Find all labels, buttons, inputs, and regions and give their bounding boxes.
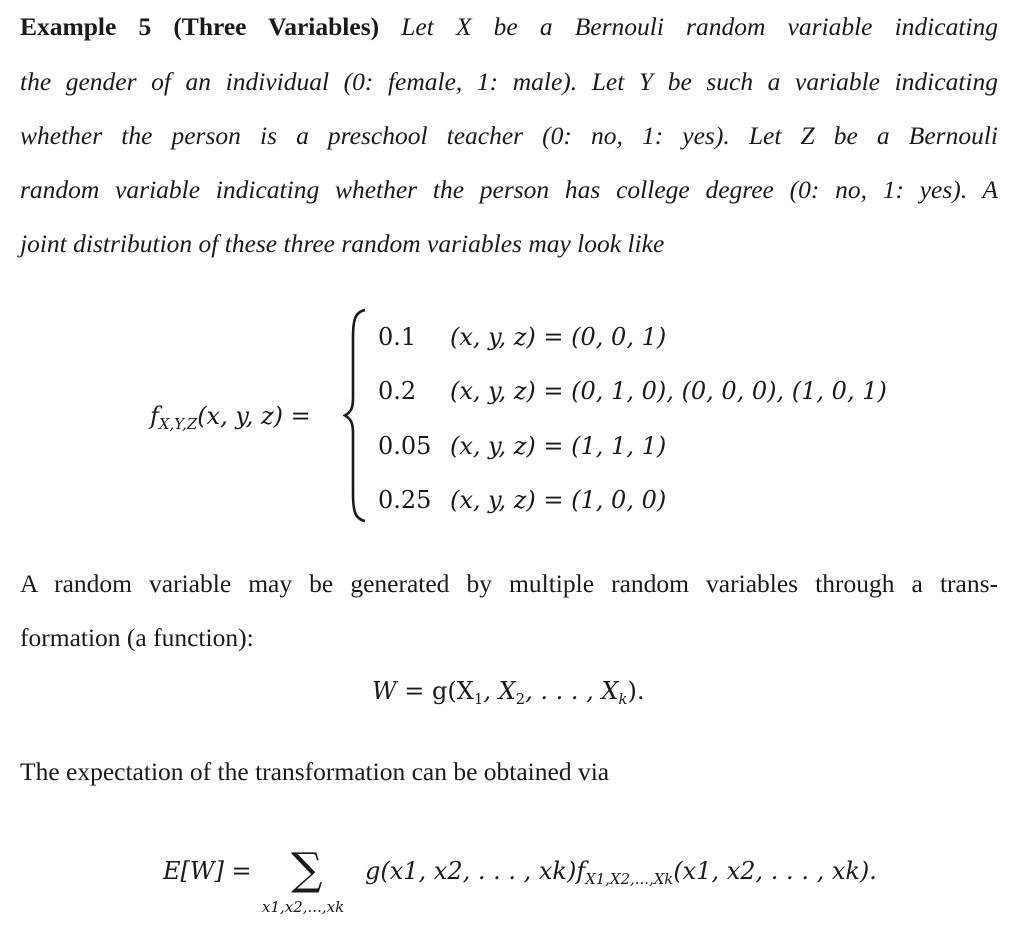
eq-w: W: [372, 677, 397, 705]
eq-sub-1: 1: [473, 690, 484, 709]
case-value-1: 0.1: [378, 323, 417, 351]
case-value-2: 0.2: [378, 377, 417, 405]
example-line-4: random variable indicating whether the person has college degree (0: no, 1: yes). A: [20, 175, 998, 204]
case-condition-3: (x, y, z) = (1, 1, 1): [450, 432, 667, 460]
f-term: f: [576, 857, 586, 885]
transformation-equation: [372, 677, 645, 709]
pmf-f-symbol: f: [150, 402, 159, 430]
transformation-line-2: formation (a function):: [20, 623, 254, 652]
example-line-5: joint distribution of these three random variables may look like: [20, 229, 665, 258]
eq-sub-k: k: [618, 690, 628, 709]
f-subscript: X1,X2,...,Xk: [585, 870, 674, 889]
eq-sub-2: 2: [515, 690, 526, 709]
example-text-1: Let X be a Bernouli random variable indicating: [401, 12, 998, 41]
expectation-line: The expectation of the transformation can be obtained via: [20, 757, 610, 786]
eq-x2: , X: [483, 677, 516, 705]
eq-xk: , . . . , X: [525, 677, 619, 705]
case-condition-1: (x, y, z) = (0, 0, 1): [450, 323, 667, 351]
summation-subscript: x1,x2,...,xk: [262, 898, 345, 916]
transformation-line-1: A random variable may be generated by multiple random variables through a trans-: [20, 569, 998, 598]
summation-sign: ∑: [291, 844, 323, 895]
example-line-2: the gender of an individual (0: female, 1: male). Let Y be such a variable indicating: [20, 67, 998, 96]
expectation-rhs: [365, 857, 877, 889]
pmf-args: (x, y, z) =: [197, 402, 311, 430]
example-line-3: whether the person is a preschool teacher (0: no, 1: yes). Let Z be a Bernouli: [20, 121, 998, 150]
joint-pmf-lhs: [150, 402, 311, 434]
case-value-4: 0.25: [378, 486, 432, 514]
eq-g-open: = g(X: [396, 677, 474, 705]
case-value-3: 0.05: [378, 432, 432, 460]
case-condition-2: (x, y, z) = (0, 1, 0), (0, 0, 0), (1, 0, 1): [450, 377, 887, 405]
g-term: g(x1, x2, . . . , xk): [365, 857, 577, 885]
cases-brace: [343, 308, 369, 523]
case-condition-4: (x, y, z) = (1, 0, 0): [450, 486, 667, 514]
example-label: Example 5 (Three Variables): [20, 12, 380, 41]
pmf-subscript: X,Y,Z: [158, 415, 198, 434]
example-line-1: [20, 12, 998, 42]
f-args: (x1, x2, . . . , xk).: [673, 857, 877, 885]
expectation-lhs: E[W] =: [163, 857, 252, 885]
eq-close: ).: [627, 677, 645, 705]
